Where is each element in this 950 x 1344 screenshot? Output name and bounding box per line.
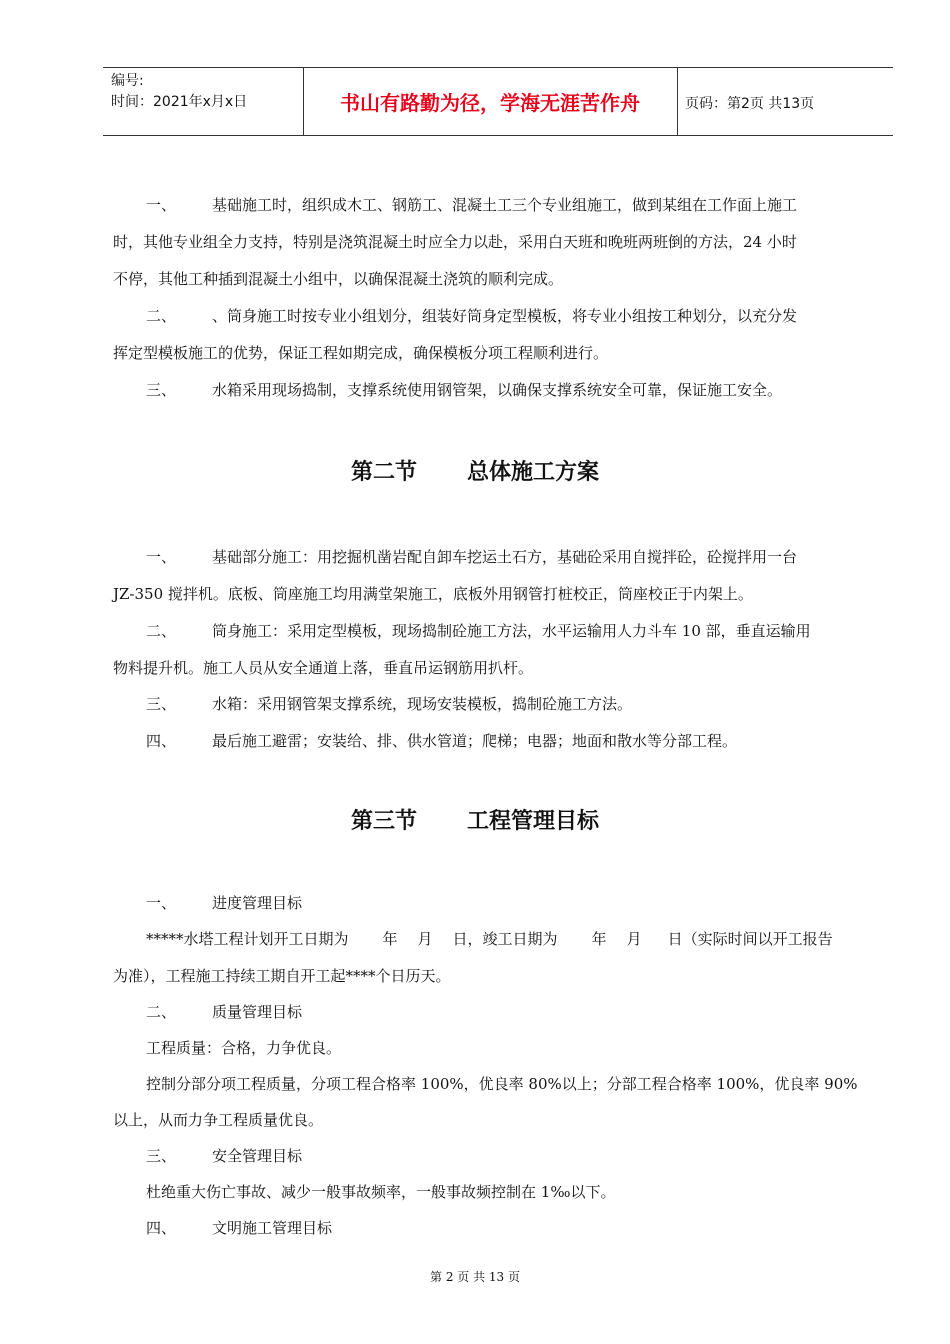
page-header: [103, 67, 893, 136]
paragraph-cont: 以上，从而力争工程质量优良。: [113, 1111, 324, 1129]
paragraph-cont: 不停，其他工种插到混凝土小组中，以确保混凝土浇筑的顺利完成。: [113, 270, 564, 288]
paragraph: 一、 进度管理目标: [146, 894, 303, 912]
paragraph: 四、 最后施工避雷；安装给、排、供水管道；爬梯；电器；地面和散水等分部工程。: [146, 732, 738, 750]
section-heading: 第三节 工程管理目标: [350, 809, 600, 834]
paragraph: 三、 安全管理目标: [146, 1147, 303, 1165]
paragraph: 二、 筒身施工：采用定型模板，现场捣制砼施工方法，水平运输用人力斗车 10 部，垂直运输用: [146, 622, 811, 640]
paragraph-cont: 挥定型模板施工的优势，保证工程如期完成，确保模板分项工程顺利进行。: [113, 344, 609, 362]
paragraph: 工程质量：合格，力争优良。: [146, 1039, 342, 1057]
section-heading: 第二节 总体施工方案: [350, 460, 600, 485]
header-motto: 书山有路勤为径，学海无涯苦作舟: [340, 91, 640, 115]
page-footer: 第 2 页 共 13 页: [430, 1270, 520, 1284]
header-code: 编号:: [111, 73, 144, 89]
header-divider: [677, 68, 678, 135]
paragraph-cont: 为准），工程施工持续工期自开工起****个日历天。: [113, 967, 451, 985]
paragraph-cont: 时，其他专业组全力支持，特别是浇筑混凝土时应全力以赴，采用白天班和晚班两班倒的方法，24 小时: [113, 233, 797, 251]
paragraph: 三、 水箱采用现场捣制，支撑系统使用钢管架，以确保支撑系统安全可靠，保证施工安全。: [146, 381, 783, 399]
paragraph: 一、 基础施工时，组织成木工、钢筋工、混凝土工三个专业组施工，做到某组在工作面上施工: [146, 196, 798, 214]
paragraph: 一、 基础部分施工：用挖掘机凿岩配自卸车挖运土石方，基础砼采用自搅拌砼，砼搅拌用一台: [146, 548, 798, 566]
paragraph: 二、 质量管理目标: [146, 1003, 303, 1021]
paragraph: 二、 、筒身施工时按专业小组划分，组装好筒身定型模板，将专业小组按工种划分，以充分发: [146, 307, 798, 325]
paragraph: 杜绝重大伤亡事故、减少一般事故频率，一般事故频控制在 1‰以下。: [146, 1183, 616, 1201]
paragraph: 三、 水箱：采用钢管架支撑系统，现场安装模板，捣制砼施工方法。: [146, 695, 633, 713]
paragraph: *****水塔工程计划开工日期为 年 月 日，竣工日期为 年 月 日（实际时间以开工报告: [146, 930, 833, 948]
paragraph: 四、 文明施工管理目标: [146, 1219, 333, 1237]
paragraph: 控制分部分项工程质量，分项工程合格率 100%，优良率 80%以上；分部工程合格率 100%，优良率 90%: [146, 1075, 858, 1093]
paragraph-cont: 物料提升机。施工人员从安全通道上落，垂直吊运钢筋用扒杆。: [113, 659, 534, 677]
header-page-info: 页码：第2页 共13页: [685, 96, 815, 112]
paragraph-cont: JZ-350 搅拌机。底板、筒座施工均用满堂架施工，底板外用钢管打桩校正，筒座校正于内架上。: [113, 585, 753, 603]
header-date: 时间：2021年x月x日: [111, 94, 248, 110]
header-meta: [111, 71, 247, 113]
